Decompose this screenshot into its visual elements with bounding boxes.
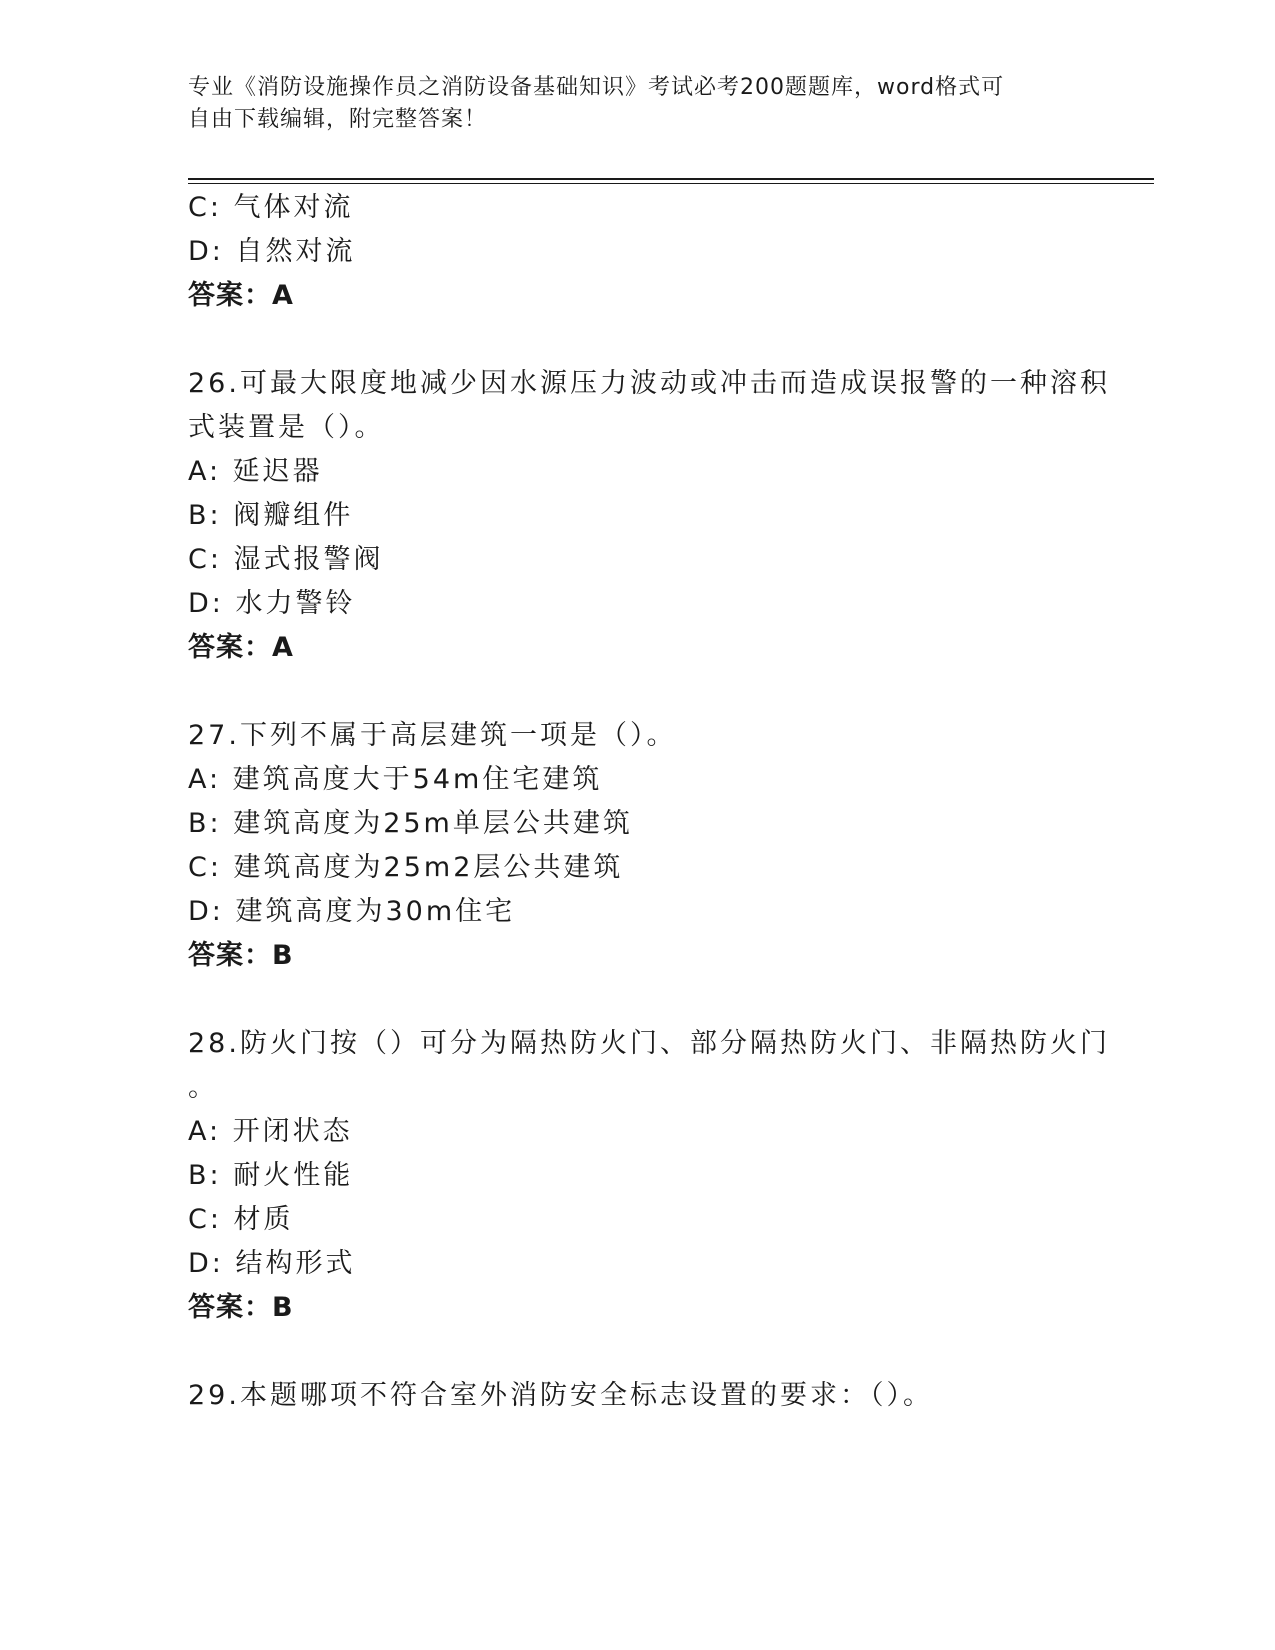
header-divider-thick [188, 178, 1154, 180]
q28-answer: 答案：B [188, 1292, 294, 1323]
q26-option-c: C: 湿式报警阀 [188, 544, 384, 575]
document-header [188, 72, 1088, 136]
header-line-1: 专业《消防设施操作员之消防设备基础知识》考试必考200题题库，word格式可 [188, 75, 1005, 100]
header-line-2: 自由下载编辑，附完整答案！ [188, 107, 488, 132]
q26-option-a: A: 延迟器 [188, 456, 323, 487]
q26-stem-line-1: 26.可最大限度地减少因水源压力波动或冲击而造成误报警的一种溶积 [188, 368, 1110, 399]
q27-option-d: D: 建筑高度为30m住宅 [188, 896, 516, 927]
prev-option-d: D: 自然对流 [188, 236, 356, 267]
prev-answer: 答案：A [188, 280, 294, 311]
prev-option-c: C: 气体对流 [188, 192, 354, 223]
q27-option-a: A: 建筑高度大于54m住宅建筑 [188, 764, 603, 795]
q28-stem-line-2: 。 [188, 1072, 218, 1103]
q28-option-b: B: 耐火性能 [188, 1160, 354, 1191]
q26-option-b: B: 阀瓣组件 [188, 500, 354, 531]
header-divider-thin [188, 183, 1154, 184]
q28-option-c: C: 材质 [188, 1204, 294, 1235]
q28-option-a: A: 开闭状态 [188, 1116, 353, 1147]
q28-option-d: D: 结构形式 [188, 1248, 356, 1279]
q27-answer: 答案：B [188, 940, 294, 971]
q28-stem-line-1: 28.防火门按（）可分为隔热防火门、部分隔热防火门、非隔热防火门 [188, 1028, 1110, 1059]
q27-option-b: B: 建筑高度为25m单层公共建筑 [188, 808, 633, 839]
q26-answer: 答案：A [188, 632, 294, 663]
q27-option-c: C: 建筑高度为25m2层公共建筑 [188, 852, 624, 883]
q27-stem: 27.下列不属于高层建筑一项是（）。 [188, 720, 677, 751]
q26-stem-line-2: 式装置是（）。 [188, 412, 385, 443]
q26-option-d: D: 水力警铃 [188, 588, 356, 619]
q29-stem: 29.本题哪项不符合室外消防安全标志设置的要求：（）。 [188, 1380, 933, 1411]
